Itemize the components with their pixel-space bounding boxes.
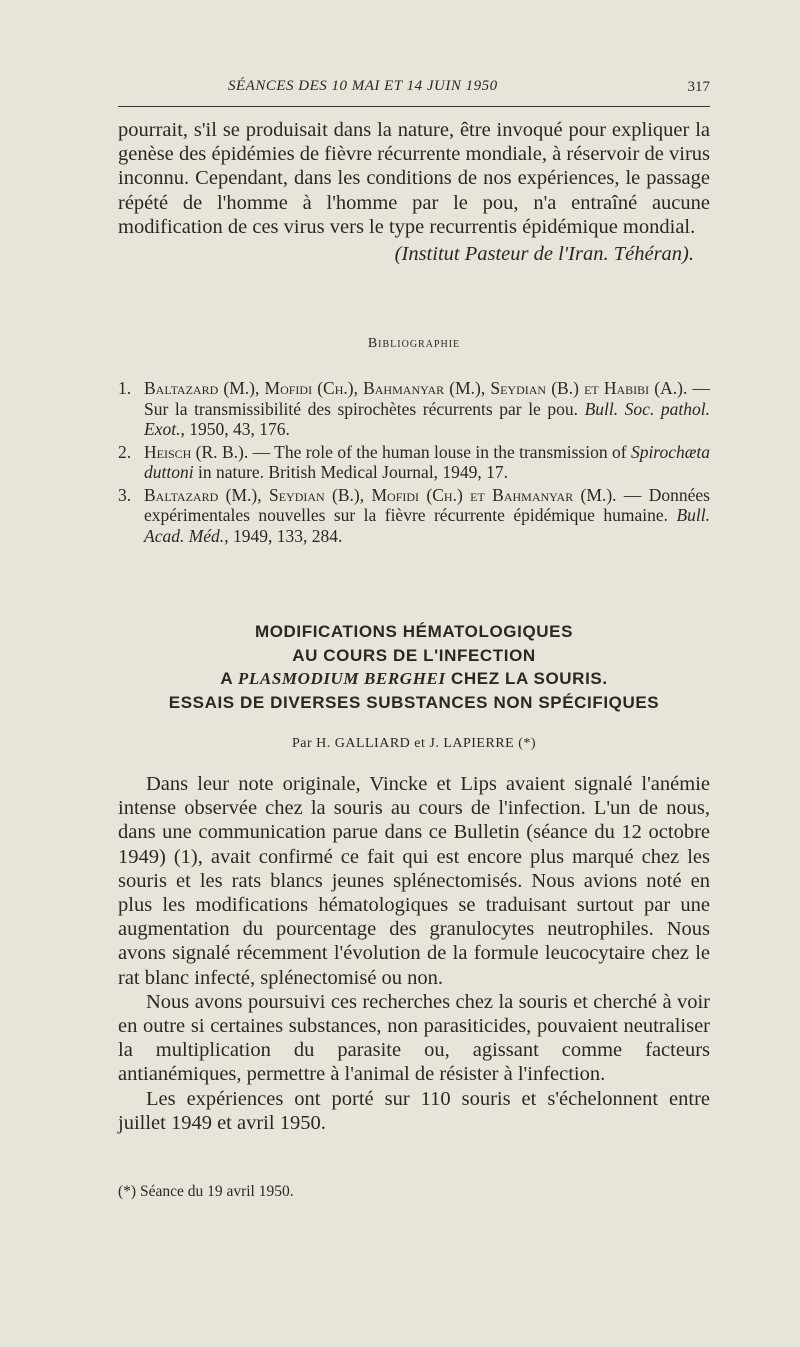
affiliation: (Institut Pasteur de l'Iran. Téhéran). bbox=[394, 243, 694, 266]
title-species: PLASMODIUM BERGHEI bbox=[237, 669, 446, 688]
entry-number: 2. bbox=[118, 441, 132, 462]
entry-journal: Bull. Soc. pathol. Exot. bbox=[144, 398, 710, 439]
title-line: ESSAIS DE DIVERSES SUBSTANCES NON SPÉCIFIQUES bbox=[168, 692, 660, 712]
entry-text: — Sur la transmissibilité des spirochètes récurrents par le pou. bbox=[144, 378, 710, 419]
running-title: SÉANCES DES 10 MAI ET 14 JUIN 1950 bbox=[228, 78, 498, 94]
page-header bbox=[118, 78, 710, 107]
entry-text: — The role of the human louse in the transmission of bbox=[248, 441, 631, 462]
bibliography-title: Bibliographie bbox=[367, 336, 461, 351]
body-paragraph: Nous avons poursuivi ces recherches chez la souris et cherché à voir en outre si certaines substances, non parasiticides, pouvaient neutraliser la multiplication du parasite ou, agissant comme facteurs antianémiques, permettre à l'animal de résister à l'infection. bbox=[118, 990, 710, 1086]
page-number: 317 bbox=[687, 79, 710, 95]
entry-authors: Heisch (R. B.). bbox=[144, 441, 249, 462]
bibliography-entry bbox=[118, 378, 710, 440]
entry-journal: Bull. Acad. Méd. bbox=[144, 505, 710, 546]
title-line bbox=[118, 667, 710, 691]
entry-ref: , 1950, 43, 176. bbox=[180, 419, 290, 439]
bibliography-entry bbox=[118, 442, 710, 483]
byline-section bbox=[118, 736, 710, 752]
bibliography-heading bbox=[118, 336, 710, 352]
entry-number: 3. bbox=[118, 484, 132, 505]
entry-authors: Baltazard (M.), Mofidi (Ch.), Bahmanyar (M.), Seydian (B.) et Habibi (A.). bbox=[144, 378, 688, 398]
title-suffix: CHEZ LA SOURIS. bbox=[445, 669, 608, 688]
article-body bbox=[118, 772, 710, 1135]
intro-paragraph: pourrait, s'il se produisait dans la nature, être invoqué pour expliquer la genèse des épidémies de fièvre récurrente mondiale, à réservoir de virus inconnu. Cependant, dans les conditions de nos expériences, le passage répété de l'homme à l'homme par le pou, n'a entraîné aucune modification de ces virus vers le type recurrentis épidémique mondial. bbox=[118, 119, 710, 238]
footnote-section bbox=[118, 1183, 710, 1201]
entry-ref: , 1949, 133, 284. bbox=[224, 525, 343, 546]
entry-authors: Baltazard (M.), Seydian (B.), Mofidi (Ch.) et Bahmanyar (M.). bbox=[144, 484, 617, 505]
article-title bbox=[118, 620, 710, 714]
bibliography-entry bbox=[118, 485, 710, 547]
intro-section bbox=[118, 118, 710, 266]
byline: Par H. GALLIARD et J. LAPIERRE (*) bbox=[291, 736, 537, 751]
entry-number: 1. bbox=[118, 378, 132, 398]
entry-journal: Spirochæta duttoni bbox=[144, 441, 711, 482]
footnote: (*) Séance du 19 avril 1950. bbox=[118, 1183, 294, 1200]
body-paragraph: Les expériences ont porté sur 110 souris et s'échelonnent entre juillet 1949 et avril 1950. bbox=[118, 1087, 710, 1134]
title-prefix: A bbox=[220, 669, 238, 688]
body-paragraph: Dans leur note originale, Vincke et Lips avaient signalé l'anémie intense observée chez la souris au cours de l'infection. L'un de nous, dans une communication parue dans ce Bulletin (séance du 12 octobre 1949) (1), avait confirmé ce fait qui est encore plus marqué chez les souris et les rats blancs jeunes splénectomisés. Nous avions noté en plus les modifications hématologiques se traduisant surtout par une augmentation du pourcentage des granulocytes neutrophiles. Nous avons signalé récemment l'évolution de la formule leucocytaire chez le rat blanc infecté, splénectomisé ou non. bbox=[118, 773, 710, 989]
title-line: AU COURS DE L'INFECTION bbox=[292, 645, 536, 665]
entry-text: — Données expérimentales nouvelles sur la fièvre récurrente épidémique humaine. bbox=[144, 484, 710, 525]
entry-ref: in nature. British Medical Journal, 1949, 17. bbox=[193, 462, 509, 482]
title-line: MODIFICATIONS HÉMATOLOGIQUES bbox=[254, 622, 574, 641]
bibliography-list bbox=[118, 378, 710, 548]
